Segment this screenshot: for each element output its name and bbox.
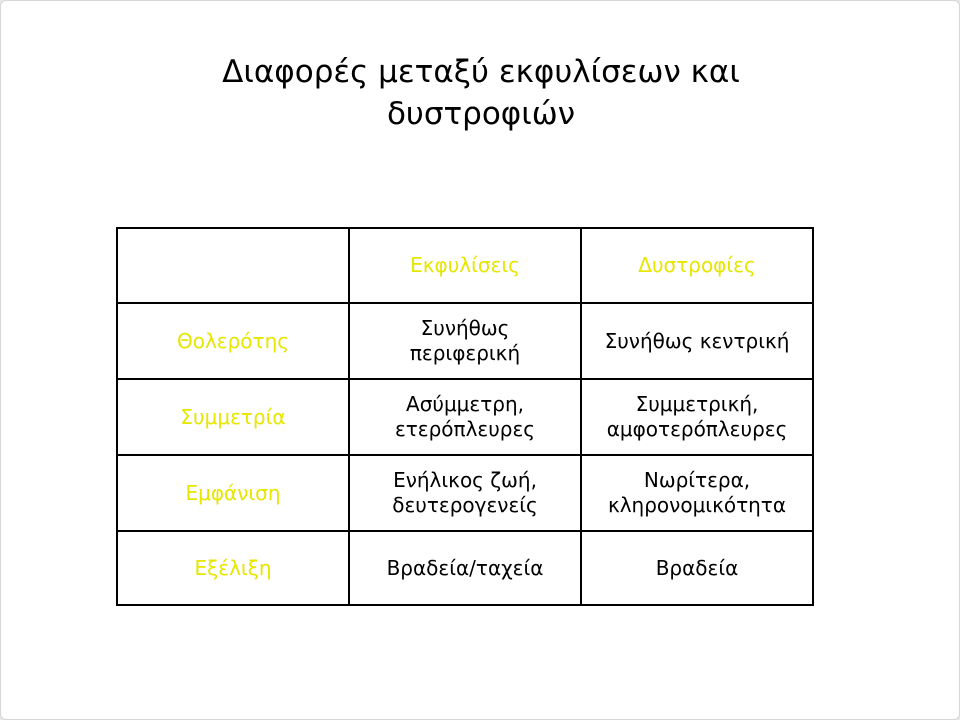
table-row bbox=[117, 379, 813, 455]
cell-text: ετερόπλευρες bbox=[394, 417, 536, 441]
cell-text: Συνήθως bbox=[420, 316, 510, 340]
cell-text: κληρονομικότητα bbox=[607, 493, 787, 517]
cell-text: Ενήλικος ζωή, bbox=[393, 468, 537, 492]
header-degenerations: Εκφυλίσεις bbox=[349, 228, 581, 303]
cell-text: Βραδεία/ταχεία bbox=[386, 555, 544, 580]
header-dystrophies: Δυστροφίες bbox=[581, 228, 813, 303]
table-row bbox=[117, 531, 813, 605]
title-line-1: Διαφορές μεταξύ εκφυλίσεων και bbox=[222, 54, 740, 90]
cell-text: Συνήθως κεντρική bbox=[604, 328, 790, 353]
table-cell bbox=[349, 531, 581, 605]
table-row bbox=[117, 455, 813, 531]
slide-title bbox=[1, 51, 960, 135]
cell-text: Συμμετρική, bbox=[635, 392, 759, 416]
row-label: Εξέλιξη bbox=[117, 531, 349, 605]
table-cell bbox=[581, 531, 813, 605]
cell-text: περιφερική bbox=[409, 341, 521, 365]
comparison-table bbox=[116, 227, 814, 606]
cell-text: Ασύμμετρη, bbox=[406, 392, 524, 416]
cell-text: αμφοτερόπλευρες bbox=[606, 417, 788, 441]
cell-text: Βραδεία bbox=[655, 555, 739, 580]
table-cell bbox=[581, 379, 813, 455]
row-label: Εμφάνιση bbox=[117, 455, 349, 531]
cell-text: Νωρίτερα, bbox=[643, 468, 751, 492]
row-label: Συμμετρία bbox=[117, 379, 349, 455]
cell-text: δευτερογενείς bbox=[392, 493, 538, 517]
table-cell bbox=[581, 303, 813, 379]
table-cell bbox=[349, 379, 581, 455]
table-cell bbox=[349, 303, 581, 379]
row-label: Θολερότης bbox=[117, 303, 349, 379]
table-cell bbox=[581, 455, 813, 531]
header-empty-cell bbox=[117, 228, 349, 303]
table-row bbox=[117, 303, 813, 379]
table-header-row bbox=[117, 228, 813, 303]
title-line-2: δυστροφιών bbox=[386, 96, 576, 132]
table-cell bbox=[349, 455, 581, 531]
